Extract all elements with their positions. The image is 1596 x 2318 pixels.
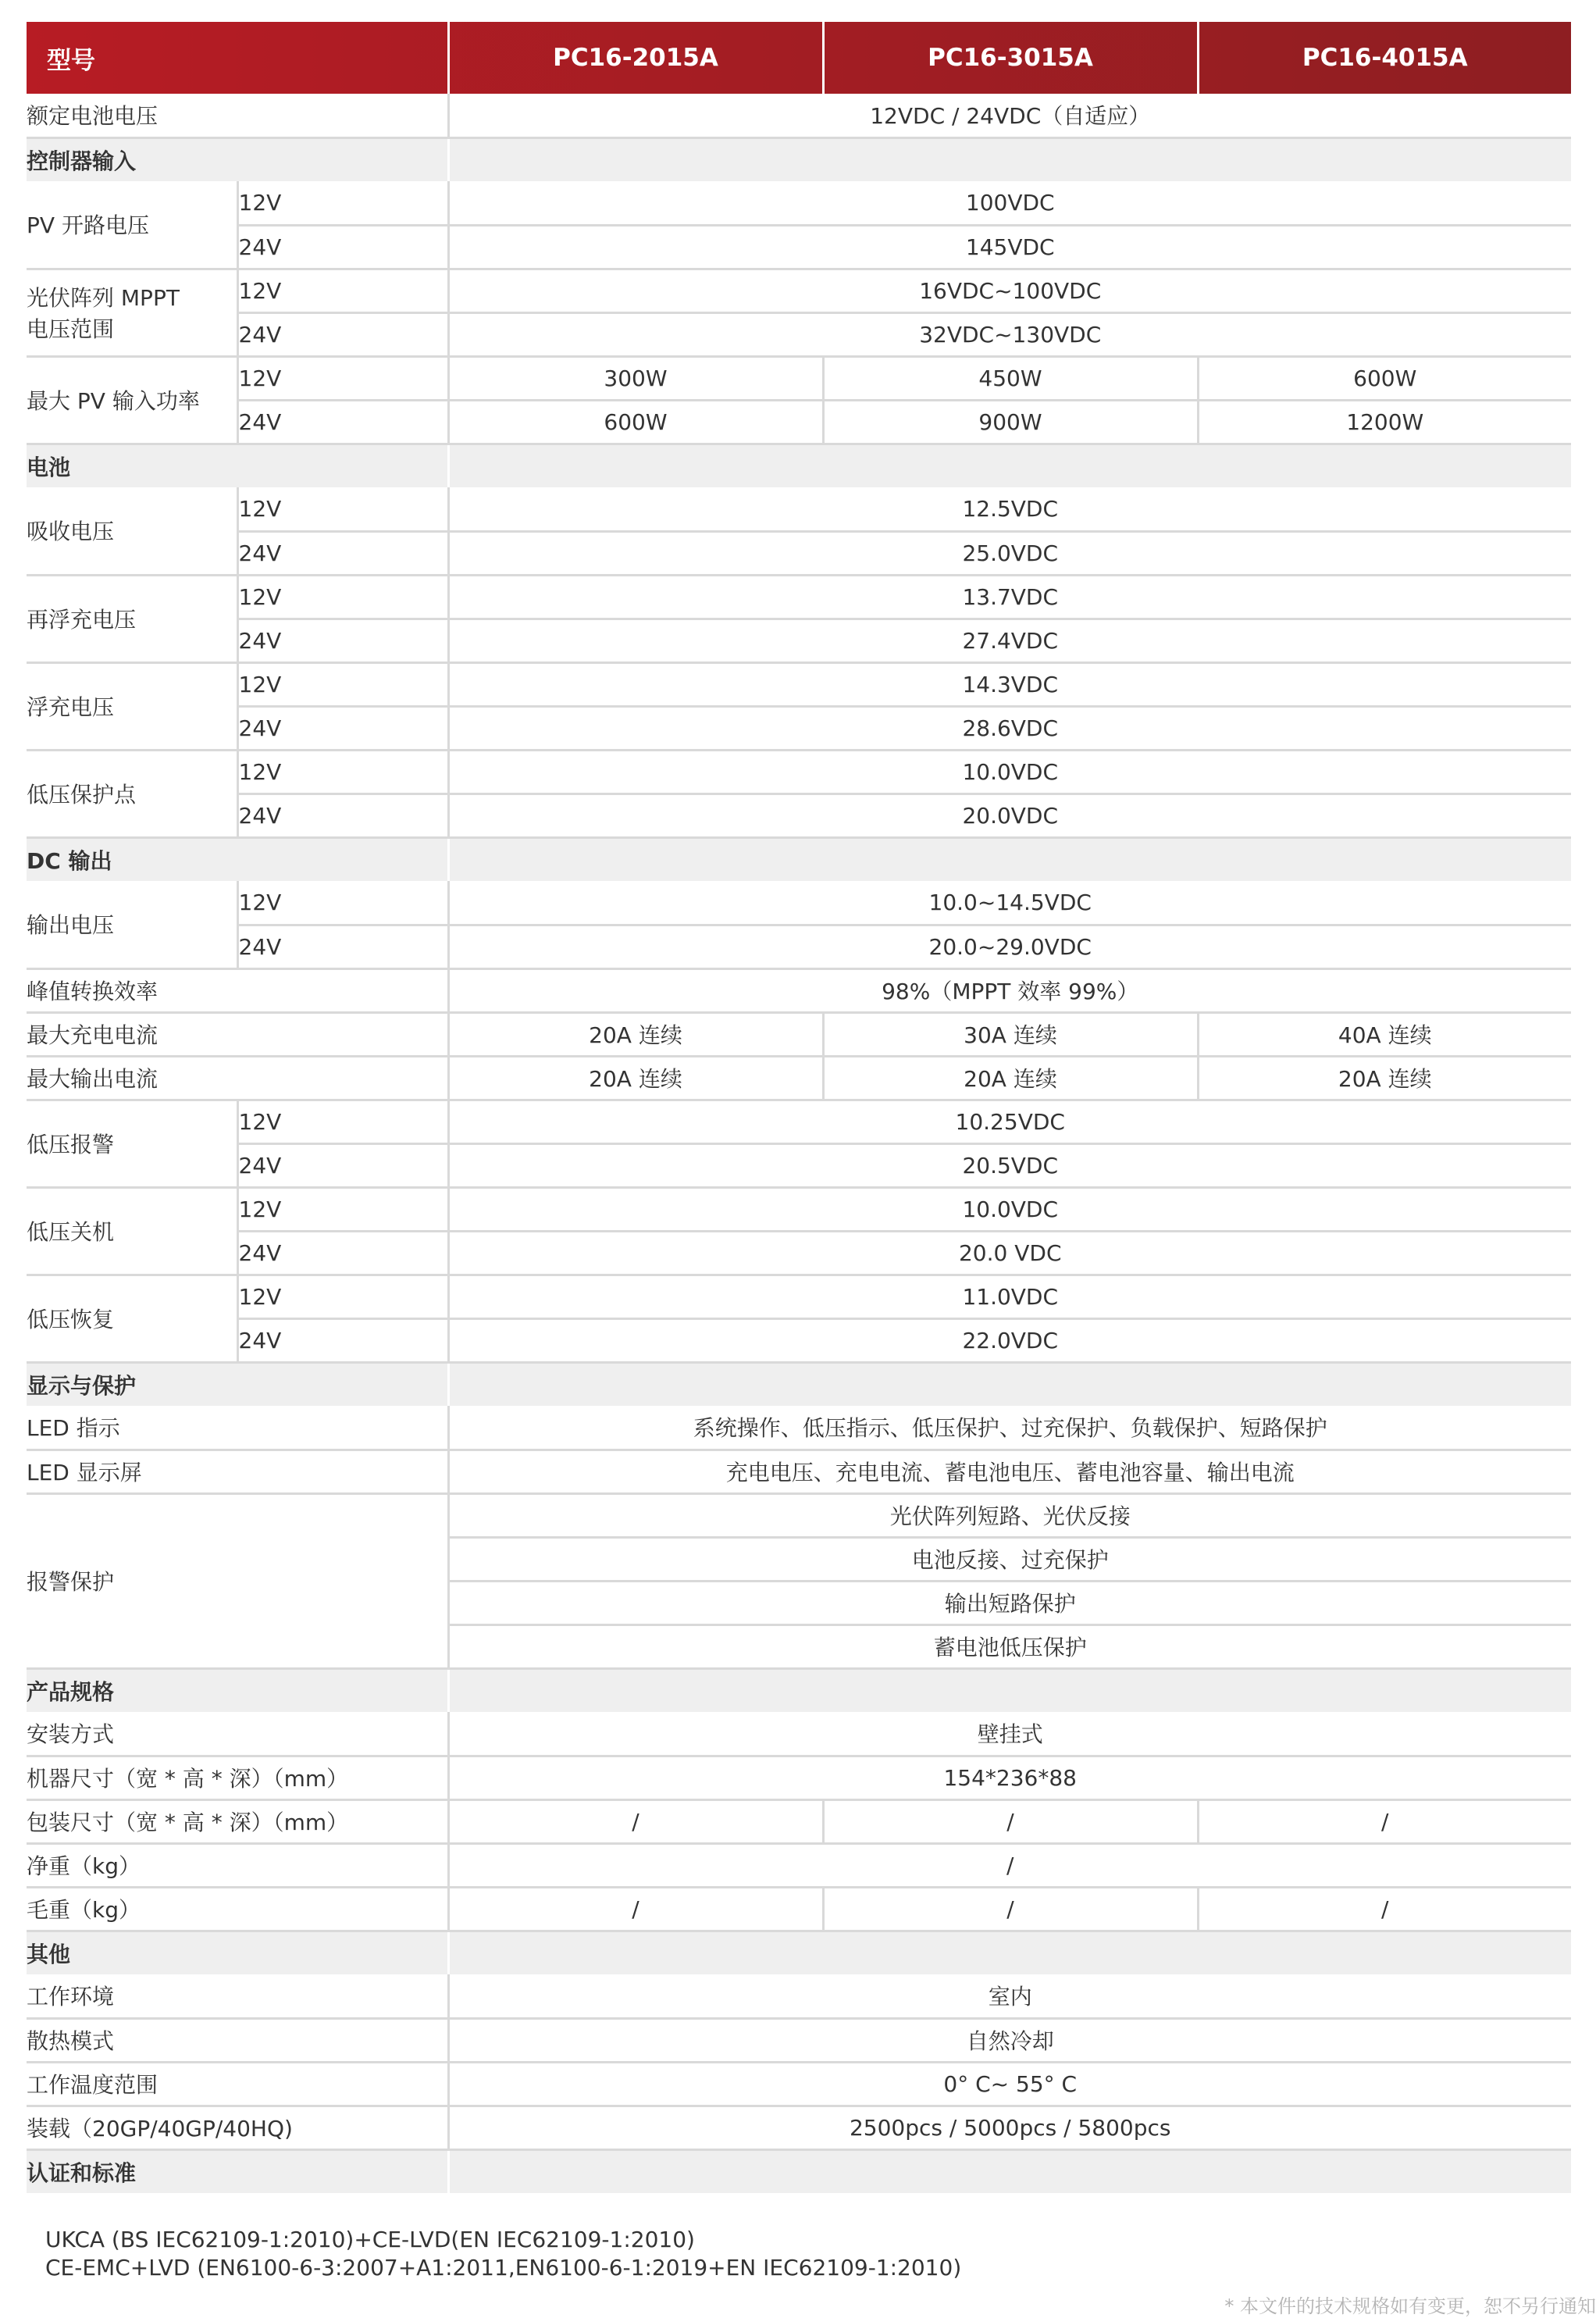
spec-body (27, 94, 1571, 2193)
section-title: 显示与保护 (27, 1362, 448, 1406)
section-title: 控制器输入 (27, 137, 448, 181)
voltage-sub-label: 12V (237, 1100, 448, 1143)
spec-value-model-2: 450W (823, 356, 1198, 400)
spec-row (27, 225, 1571, 269)
spec-value-model-3: / (1198, 1887, 1571, 1931)
spec-value: 室内 (448, 1974, 1571, 2018)
spec-row (27, 2018, 1571, 2062)
spec-value-model-1: 20A 连续 (448, 1056, 823, 1100)
spec-value: 蓄电池低压保护 (448, 1624, 1571, 1668)
voltage-sub-label: 12V (237, 356, 448, 400)
voltage-sub-label: 12V (237, 881, 448, 925)
spec-row (27, 487, 1571, 531)
section-title: 其他 (27, 1931, 448, 1974)
voltage-sub-label: 12V (237, 575, 448, 619)
section-row (27, 1931, 1571, 1974)
spec-label: 最大充电电流 (27, 1012, 448, 1056)
spec-label: 包装尺寸（宽 * 高 * 深）（mm） (27, 1799, 448, 1843)
spec-row (27, 706, 1571, 750)
spec-value: 10.25VDC (448, 1100, 1571, 1143)
disclaimer-note: * 本文件的技术规格如有变更，恕不另行通知 (1224, 2295, 1596, 2317)
spec-row (27, 400, 1571, 444)
spec-value-model-1: 600W (448, 400, 823, 444)
spec-row (27, 356, 1571, 400)
section-row (27, 444, 1571, 487)
spec-value: 电池反接、过充保护 (448, 1537, 1571, 1581)
spec-row (27, 312, 1571, 356)
spec-row (27, 968, 1571, 1012)
spec-value: 20.0~29.0VDC (448, 925, 1571, 968)
spec-value: 充电电压、充电电流、蓄电池电压、蓄电池容量、输出电流 (448, 1450, 1571, 1493)
voltage-sub-label: 24V (237, 619, 448, 662)
spec-label: 报警保护 (27, 1493, 448, 1668)
spec-label: 额定电池电压 (27, 94, 448, 137)
voltage-sub-label: 12V (237, 1275, 448, 1318)
spec-value-model-2: 900W (823, 400, 1198, 444)
spec-label: 吸收电压 (27, 487, 237, 575)
model-header-2: PC16-3015A (823, 22, 1198, 94)
spec-row (27, 1450, 1571, 1493)
spec-value: 28.6VDC (448, 706, 1571, 750)
section-row (27, 837, 1571, 881)
spec-label: 机器尺寸（宽 * 高 * 深）（mm） (27, 1756, 448, 1799)
spec-label: 散热模式 (27, 2018, 448, 2062)
spec-value-model-2: 20A 连续 (823, 1056, 1198, 1100)
spec-row (27, 881, 1571, 925)
spec-value-model-3: 40A 连续 (1198, 1012, 1571, 1056)
spec-row (27, 1406, 1571, 1450)
voltage-sub-label: 24V (237, 400, 448, 444)
section-title: DC 输出 (27, 837, 448, 881)
spec-label: LED 指示 (27, 1406, 448, 1450)
spec-label: 峰值转换效率 (27, 968, 448, 1012)
spec-label: 装载（20GP/40GP/40HQ) (27, 2106, 448, 2149)
voltage-sub-label: 24V (237, 1318, 448, 1362)
spec-value-model-3: 600W (1198, 356, 1571, 400)
certification-line-1: UKCA (BS IEC62109-1:2010)+CE-LVD(EN IEC62109-1:2010) (45, 2227, 695, 2252)
voltage-sub-label: 24V (237, 925, 448, 968)
model-header-1: PC16-2015A (448, 22, 823, 94)
section-fill (448, 837, 1571, 881)
spec-value: 自然冷却 (448, 2018, 1571, 2062)
section-row (27, 1362, 1571, 1406)
spec-row (27, 1100, 1571, 1143)
spec-label: 净重（kg） (27, 1843, 448, 1887)
spec-row (27, 1712, 1571, 1756)
spec-value: 16VDC~100VDC (448, 269, 1571, 312)
spec-value-model-1: 20A 连续 (448, 1012, 823, 1056)
spec-sheet (27, 22, 1571, 2193)
spec-value-model-1: 300W (448, 356, 823, 400)
spec-value-model-1: / (448, 1799, 823, 1843)
spec-label: 低压恢复 (27, 1275, 237, 1362)
spec-value: 32VDC~130VDC (448, 312, 1571, 356)
spec-value: 12.5VDC (448, 487, 1571, 531)
spec-row (27, 531, 1571, 575)
spec-row (27, 269, 1571, 312)
voltage-sub-label: 24V (237, 225, 448, 269)
section-title: 认证和标准 (27, 2149, 448, 2193)
certification-line-2: CE-EMC+LVD (EN6100-6-3:2007+A1:2011,EN6100-6-1:2019+EN IEC62109-1:2010) (45, 2255, 962, 2281)
spec-label: PV 开路电压 (27, 181, 237, 269)
spec-value: 20.5VDC (448, 1143, 1571, 1187)
voltage-sub-label: 24V (237, 531, 448, 575)
voltage-sub-label: 24V (237, 793, 448, 837)
spec-value: 10.0VDC (448, 750, 1571, 793)
spec-value: 14.3VDC (448, 662, 1571, 706)
voltage-sub-label: 24V (237, 706, 448, 750)
model-label-header: 型号 (47, 46, 95, 75)
spec-value: 22.0VDC (448, 1318, 1571, 1362)
section-fill (448, 444, 1571, 487)
spec-row (27, 2106, 1571, 2149)
spec-label: 安装方式 (27, 1712, 448, 1756)
spec-value-model-2: / (823, 1799, 1198, 1843)
section-title: 产品规格 (27, 1668, 448, 1712)
spec-row (27, 94, 1571, 137)
spec-value: 27.4VDC (448, 619, 1571, 662)
spec-row (27, 181, 1571, 225)
voltage-sub-label: 12V (237, 662, 448, 706)
spec-row (27, 1887, 1571, 1931)
spec-label: 低压关机 (27, 1187, 237, 1275)
voltage-sub-label: 24V (237, 1231, 448, 1275)
spec-value: 2500pcs / 5000pcs / 5800pcs (448, 2106, 1571, 2149)
spec-row (27, 1493, 1571, 1537)
spec-row (27, 1318, 1571, 1362)
spec-value: 10.0VDC (448, 1187, 1571, 1231)
section-fill (448, 1931, 1571, 1974)
spec-row (27, 1012, 1571, 1056)
spec-row (27, 750, 1571, 793)
section-fill (448, 2149, 1571, 2193)
voltage-sub-label: 12V (237, 1187, 448, 1231)
spec-label: 最大 PV 输入功率 (27, 356, 237, 444)
spec-value-model-1: / (448, 1887, 823, 1931)
spec-label: 浮充电压 (27, 662, 237, 750)
spec-value-model-3: / (1198, 1799, 1571, 1843)
spec-value: 13.7VDC (448, 575, 1571, 619)
spec-row (27, 1756, 1571, 1799)
spec-value: 0° C~ 55° C (448, 2062, 1571, 2106)
spec-value: 壁挂式 (448, 1712, 1571, 1756)
voltage-sub-label: 12V (237, 269, 448, 312)
spec-row (27, 619, 1571, 662)
spec-value: 20.0VDC (448, 793, 1571, 837)
spec-value: / (448, 1843, 1571, 1887)
spec-value-model-3: 1200W (1198, 400, 1571, 444)
spec-value: 10.0~14.5VDC (448, 881, 1571, 925)
spec-label: 毛重（kg） (27, 1887, 448, 1931)
spec-label: 低压保护点 (27, 750, 237, 837)
spec-label: 最大输出电流 (27, 1056, 448, 1100)
model-header-3: PC16-4015A (1198, 22, 1571, 94)
spec-value: 12VDC / 24VDC（自适应） (448, 94, 1571, 137)
spec-value-model-2: / (823, 1887, 1198, 1931)
voltage-sub-label: 12V (237, 750, 448, 793)
section-fill (448, 1668, 1571, 1712)
spec-row (27, 1974, 1571, 2018)
spec-value: 光伏阵列短路、光伏反接 (448, 1493, 1571, 1537)
voltage-sub-label: 24V (237, 312, 448, 356)
spec-row (27, 1231, 1571, 1275)
spec-row (27, 2062, 1571, 2106)
spec-value: 输出短路保护 (448, 1581, 1571, 1624)
spec-value: 154*236*88 (448, 1756, 1571, 1799)
certification-text (45, 2226, 961, 2282)
spec-label: 输出电压 (27, 881, 237, 968)
spec-row (27, 925, 1571, 968)
voltage-sub-label: 24V (237, 1143, 448, 1187)
spec-row (27, 575, 1571, 619)
header-row (27, 22, 1571, 94)
section-row (27, 137, 1571, 181)
spec-row (27, 1275, 1571, 1318)
section-row (27, 1668, 1571, 1712)
spec-row (27, 1187, 1571, 1231)
spec-label: 工作温度范围 (27, 2062, 448, 2106)
spec-row (27, 1843, 1571, 1887)
spec-label: 光伏阵列 MPPT 电压范围 (27, 269, 237, 356)
spec-value: 100VDC (448, 181, 1571, 225)
voltage-sub-label: 12V (237, 487, 448, 531)
spec-row (27, 793, 1571, 837)
spec-label: LED 显示屏 (27, 1450, 448, 1493)
spec-value: 11.0VDC (448, 1275, 1571, 1318)
spec-value: 145VDC (448, 225, 1571, 269)
section-fill (448, 137, 1571, 181)
spec-value: 98%（MPPT 效率 99%） (448, 968, 1571, 1012)
section-title: 电池 (27, 444, 448, 487)
spec-row (27, 1799, 1571, 1843)
spec-value: 25.0VDC (448, 531, 1571, 575)
voltage-sub-label: 12V (237, 181, 448, 225)
spec-row (27, 1143, 1571, 1187)
spec-value-model-2: 30A 连续 (823, 1012, 1198, 1056)
spec-row (27, 662, 1571, 706)
section-fill (448, 1362, 1571, 1406)
spec-label: 再浮充电压 (27, 575, 237, 662)
spec-row (27, 1056, 1571, 1100)
spec-value-model-3: 20A 连续 (1198, 1056, 1571, 1100)
section-row (27, 2149, 1571, 2193)
spec-label: 工作环境 (27, 1974, 448, 2018)
spec-label: 低压报警 (27, 1100, 237, 1187)
spec-value: 20.0 VDC (448, 1231, 1571, 1275)
spec-value: 系统操作、低压指示、低压保护、过充保护、负载保护、短路保护 (448, 1406, 1571, 1450)
spec-table (27, 22, 1571, 2193)
